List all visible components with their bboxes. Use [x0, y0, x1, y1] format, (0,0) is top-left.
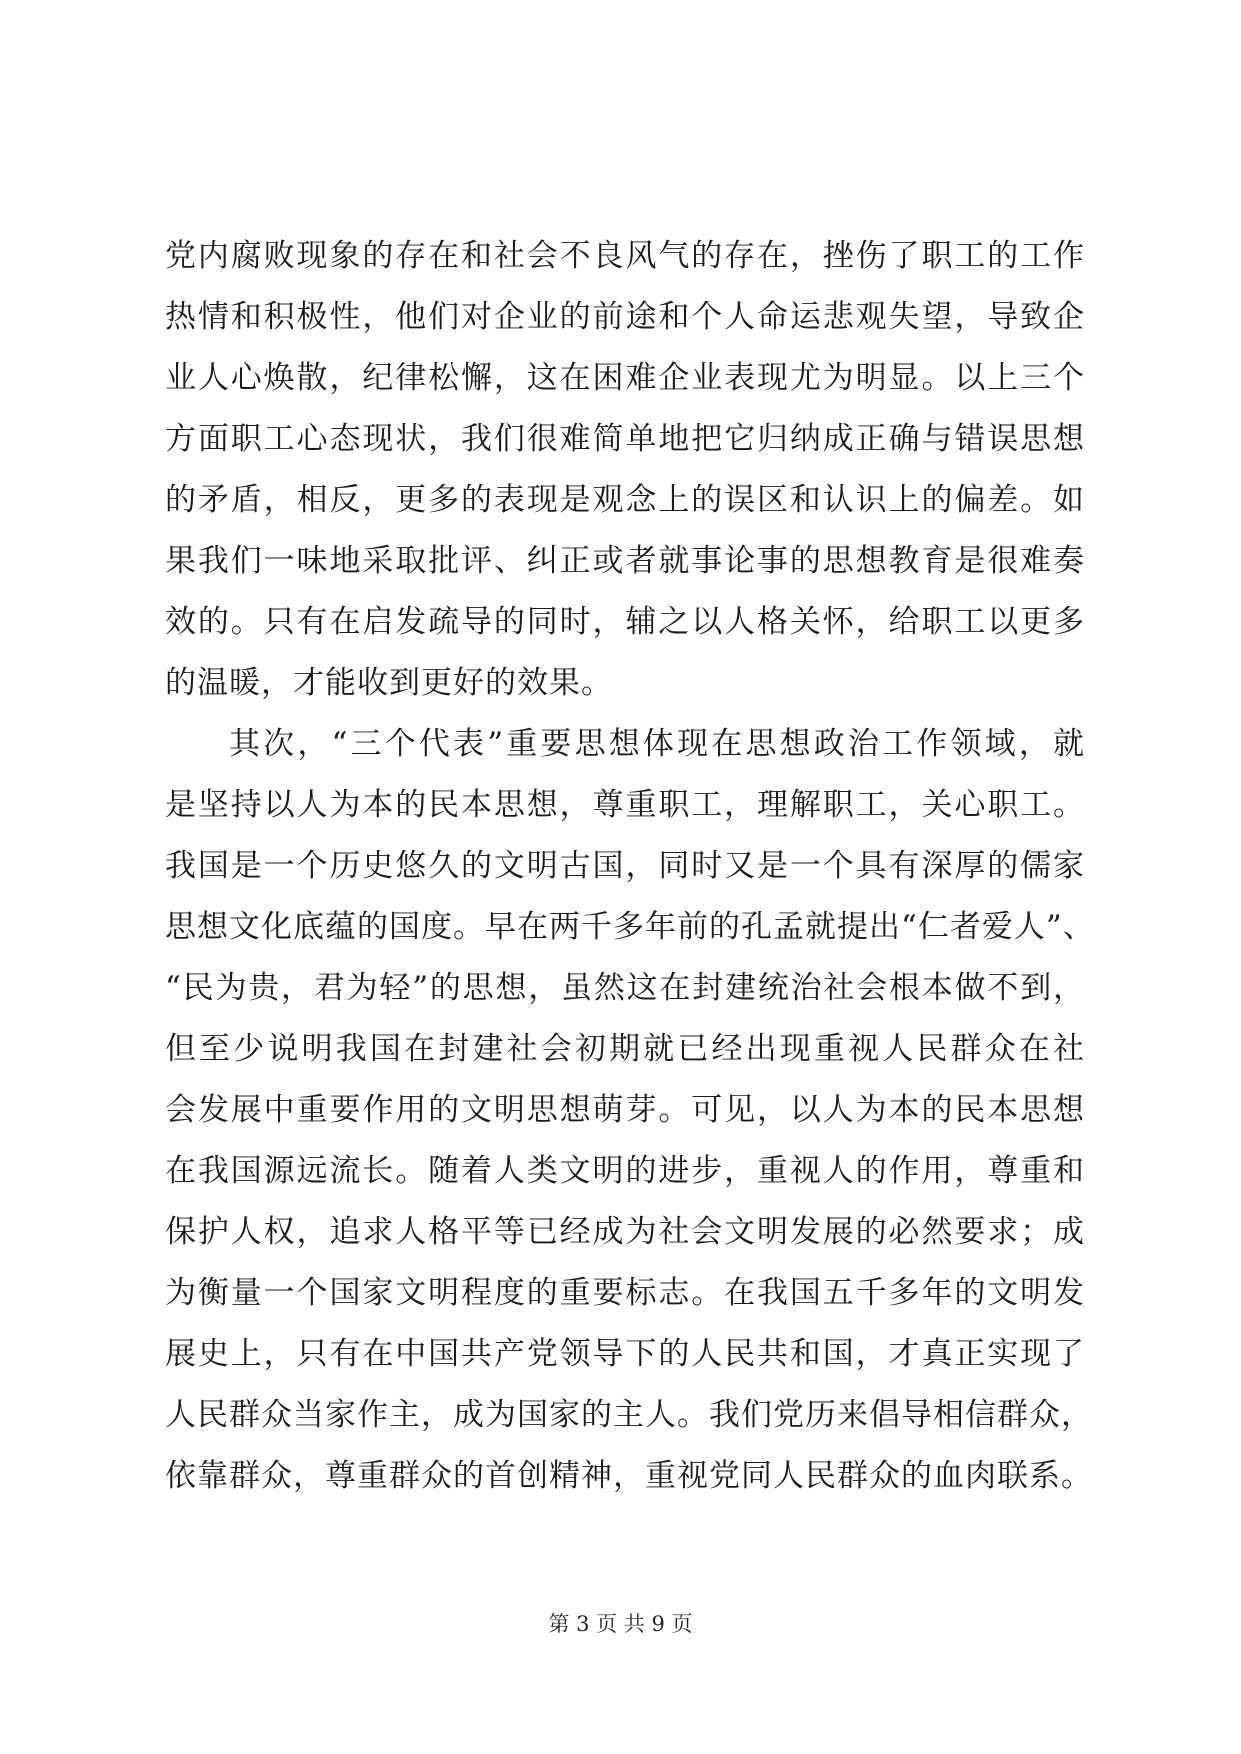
text-line: 是坚持以人为本的民本思想，尊重职工，理解职工，关心职工。: [165, 787, 1085, 823]
paragraph-start-line: 其次，“三个代表”重要思想体现在思想政治工作领域，就: [229, 726, 1085, 762]
text-line: 的温暖，才能收到更好的效果。: [165, 665, 613, 701]
text-line: 为衡量一个国家文明程度的重要标志。在我国五千多年的文明发: [165, 1275, 1085, 1311]
text-line: 果我们一味地采取批评、纠正或者就事论事的思想教育是很难奏: [165, 543, 1085, 579]
document-body: [165, 226, 1095, 1507]
text-line: 业人心焕散，纪律松懈，这在困难企业表现尤为明显。以上三个: [165, 360, 1085, 396]
text-line: 保护人权，追求人格平等已经成为社会文明发展的必然要求；成: [165, 1214, 1085, 1250]
text-line: 展史上，只有在中国共产党领导下的人民共和国，才真正实现了: [165, 1336, 1085, 1372]
text-line: “民为贵，君为轻”的思想，虽然这在封建统治社会根本做不到，: [165, 970, 1085, 1006]
text-line: 人民群众当家作主，成为国家的主人。我们党历来倡导相信群众，: [165, 1397, 1093, 1433]
text-line: 但至少说明我国在封建社会初期就已经出现重视人民群众在社: [165, 1031, 1085, 1067]
text-line: 方面职工心态现状，我们很难简单地把它归纳成正确与错误思想: [165, 421, 1085, 457]
text-line: 依靠群众，尊重群众的首创精神，重视党同人民群众的血肉联系。: [165, 1458, 1093, 1494]
text-line: 效的。只有在启发疏导的同时，辅之以人格关怀，给职工以更多: [165, 604, 1085, 640]
text-line: 热情和积极性，他们对企业的前途和个人命运悲观失望，导致企: [165, 299, 1085, 335]
text-line: 思想文化底蕴的国度。早在两千多年前的孔孟就提出“仁者爱人”、: [165, 909, 1095, 945]
text-line: 在我国源远流长。随着人类文明的进步，重视人的作用，尊重和: [165, 1153, 1085, 1189]
text-line: 会发展中重要作用的文明思想萌芽。可见，以人为本的民本思想: [165, 1092, 1085, 1128]
text-line: 的矛盾，相反，更多的表现是观念上的误区和认识上的偏差。如: [165, 482, 1085, 518]
page-number-footer: 第 3 页 共 9 页: [548, 1612, 693, 1636]
text-line: 党内腐败现象的存在和社会不良风气的存在，挫伤了职工的工作: [165, 238, 1085, 274]
text-line: 我国是一个历史悠久的文明古国，同时又是一个具有深厚的儒家: [165, 848, 1085, 884]
